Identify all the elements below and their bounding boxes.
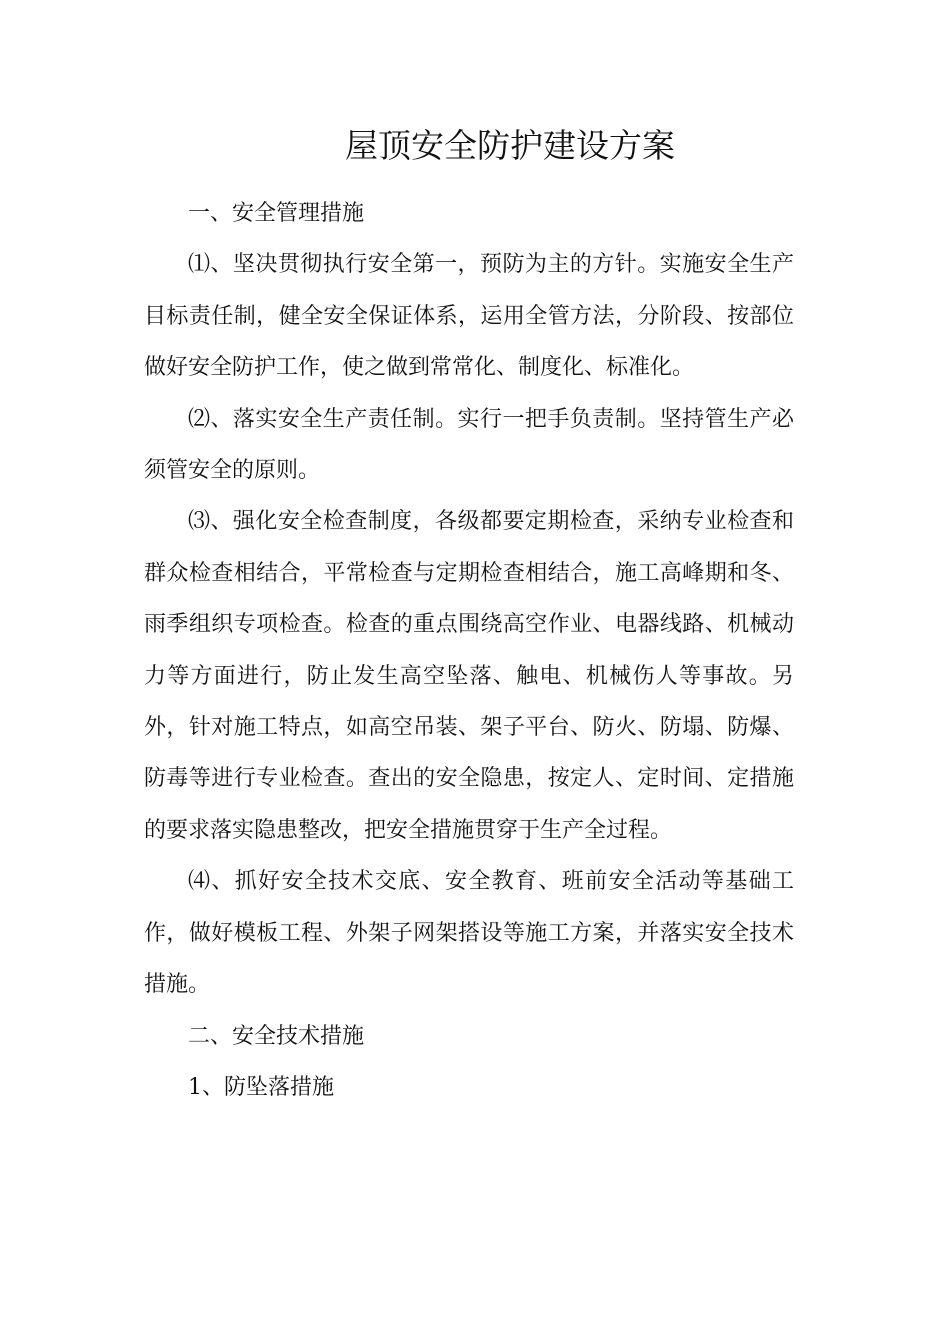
section-heading-safety-technology: 二、安全技术措施 [188,1023,365,1049]
paragraph-2: ⑵、落实安全生产责任制。实行一把手负责制。坚持管生产必须管安全的原则。 [144,406,794,484]
paragraph-1: ⑴、坚决贯彻执行安全第一，预防为主的方针。实施安全生产目标责任制，健全安全保证体系，运用全管方法，分阶段、按部位做好安全防护工作，使之做到常常化、制度化、标准化。 [144,252,794,381]
document-body [144,188,794,1113]
section-heading-safety-management: 一、安全管理措施 [188,201,365,226]
paragraph-4: ⑷、抓好安全技术交底、安全教育、班前安全活动等基础工作，做好模板工程、外架子网架搭设等施工方案，并落实安全技术措施。 [144,869,794,998]
document-title: 屋顶安全防护建设方案 [345,126,675,165]
subsection-heading-fall-prevention: 1、防坠落措施 [188,1074,334,1100]
paragraph-3: ⑶、强化安全检查制度，各级都要定期检查，采纳专业检查和群众检查相结合，平常检查与定期检查相结合，施工高峰期和冬、雨季组织专项检查。检查的重点围绕高空作业、电器线路、机械动力等方面进行，防止发生高空坠落、触电、机械伤人等事故。另外，针对施工特点，如高空吊装、架子平台、防火、防塌、防爆、防毒等进行专业检查。查出的安全隐患，按定人、定时间、定措施的要求落实隐患整改，把安全措施贯穿于生产全过程。 [144,509,794,843]
